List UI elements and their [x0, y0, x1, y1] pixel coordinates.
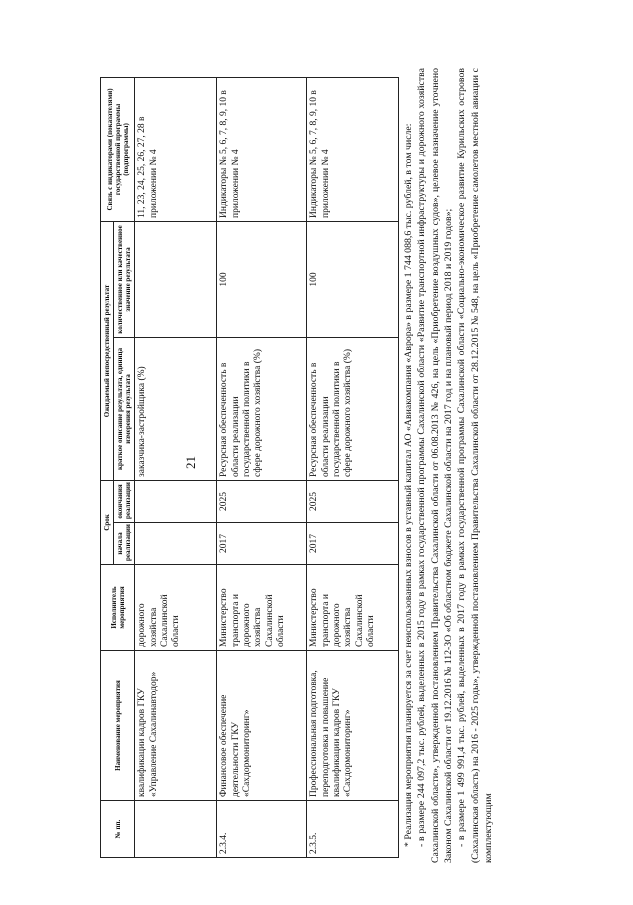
row-start: 2017: [307, 523, 399, 565]
row-num: [135, 801, 217, 858]
header-term: Срок: [101, 480, 114, 564]
footnote-item-2015: - в размере 244 097,2 тыс. рублей, выделенных в 2015 году в рамках государственной программы Сахалинской области «Развитие транспортной инфраструктуры и дорожного хозяйства Сахалинской области», утвержденной постановлением Правительства Сахалинской области от 06.08.2013 № 426, на цель «Приобретение воздушных судов», целевое назначение уточнено Законом Сахалинской области от 19.12.2016 № 112-ЗО «Об областном бюджете Сахалинской области на 2017 год и на плановый период 2018 и 2019 годов»;: [416, 68, 454, 863]
footnote-intro: * Реализация мероприятия планируется за счет неиспользованных взносов в уставный капитал АО «Авиакомпания «Аврора» в размере 1 744 088,6 тыс. рублей, в том числе:: [403, 123, 414, 847]
row-end: [135, 480, 217, 522]
header-num: № пп.: [101, 801, 135, 858]
row-result-value: [135, 221, 217, 337]
header-term-end: окончания реализации: [114, 480, 135, 522]
header-term-start: начала реализации: [114, 523, 135, 565]
row-end: 2025: [217, 480, 307, 522]
table-row: [217, 77, 307, 857]
row-name: Профессиональная подготовка, переподготовка и повышение квалификации кадров ГКУ «Сахдормониторинг»: [307, 651, 399, 801]
row-link: Индикаторы № 5, 6, 7, 8, 9, 10 в приложении № 4: [217, 77, 307, 221]
row-executor: дорожного хозяйства Сахалинской области: [135, 565, 217, 651]
header-result-value: количественное или качественное значение результата: [114, 221, 135, 337]
page-number: 21: [183, 456, 198, 469]
row-result-value: 100: [217, 221, 307, 337]
row-num: 2.3.5.: [307, 801, 399, 858]
header-link: Связь с индикаторами (показателями) государственной программы (подпрограммы): [101, 77, 135, 221]
table-row: [307, 77, 399, 857]
header-result: Ожидаемый непосредственный результат: [101, 221, 114, 480]
footnote-item-2017: - в размере 1 499 991,4 тыс. рублей, выделенных в 2017 году в рамках государственной программы Сахалинской области «Социально-экономическое развитие Курильских островов (Сахалинская область) на 2016 - 2025 годы», утвержденной постановлением Правительства Сахалинской области от 28.12.2015 № 548, на цель «Приобретение самолетов местной авиации с комплектующим: [456, 68, 494, 863]
row-start: 2017: [217, 523, 307, 565]
row-num: 2.3.4.: [217, 801, 307, 858]
row-result-desc: Ресурсная обеспеченность в области реализации государственной политики в сфере дорожного хозяйства (%): [307, 337, 399, 480]
row-link: 11, 23, 24, 25, 26, 27, 28 в приложении № 4: [135, 77, 217, 221]
table-header-row: [101, 77, 114, 857]
measures-table: [100, 77, 399, 858]
row-executor: Министерство транспорта и дорожного хозяйства Сахалинской области: [307, 565, 399, 651]
row-end: 2025: [307, 480, 399, 522]
row-result-desc: заказчика-застройщика (%): [135, 337, 217, 480]
row-executor: Министерство транспорта и дорожного хозяйства Сахалинской области: [217, 565, 307, 651]
row-result-desc: Ресурсная обеспеченность в области реализации государственной политики в сфере дорожного хозяйства (%): [217, 337, 307, 480]
row-start: [135, 523, 217, 565]
header-executor: Исполнитель мероприятия: [101, 565, 135, 651]
table-row: [135, 77, 217, 857]
row-name: Финансовое обеспечение деятельности ГКУ «Сахдормониторинг»: [217, 651, 307, 801]
header-name: Наименование мероприятия: [101, 651, 135, 801]
row-result-value: 100: [307, 221, 399, 337]
header-result-desc: краткое описание результата, единица измерения результата: [114, 337, 135, 480]
row-link: Индикаторы № 5, 6, 7, 8, 9, 10 в приложении № 4: [307, 77, 399, 221]
footnote: [402, 68, 495, 863]
row-name: квалификации кадров ГКУ «Управление Сахалинавтодор»: [135, 651, 217, 801]
